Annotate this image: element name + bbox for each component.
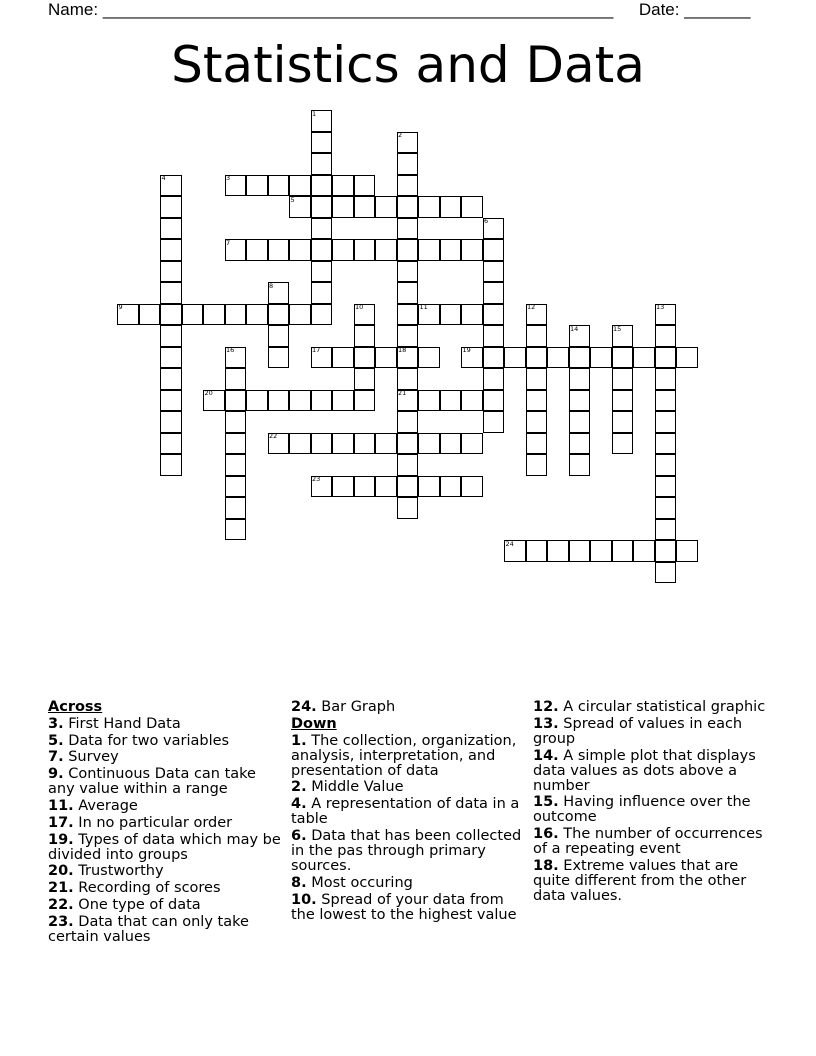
grid-cell[interactable] bbox=[354, 325, 376, 347]
clue-text: A representation of data in a table bbox=[291, 796, 520, 828]
grid-cell[interactable] bbox=[483, 282, 505, 304]
down-heading: Down bbox=[291, 715, 337, 732]
grid-cell[interactable] bbox=[461, 196, 483, 218]
grid-cell[interactable] bbox=[332, 433, 354, 455]
grid-cell[interactable] bbox=[332, 390, 354, 412]
clue-text: Middle Value bbox=[311, 779, 404, 796]
cell-number: 18 bbox=[398, 346, 407, 354]
cell-number: 2 bbox=[398, 131, 403, 139]
down-clue bbox=[291, 797, 523, 827]
grid-cell[interactable] bbox=[160, 261, 182, 283]
grid-cell[interactable] bbox=[569, 454, 591, 476]
clue-text: A circular statistical graphic bbox=[563, 699, 766, 715]
grid-cell[interactable] bbox=[526, 454, 548, 476]
clue-number: 22. bbox=[48, 896, 74, 913]
clue-number: 2. bbox=[291, 779, 307, 796]
cell-number: 8 bbox=[269, 281, 274, 290]
grid-cell[interactable] bbox=[397, 175, 419, 197]
clue-text: Having influence over the outcome bbox=[533, 794, 751, 826]
clues-column-3 bbox=[533, 700, 773, 906]
grid-cell[interactable] bbox=[569, 390, 591, 412]
grid-cell[interactable] bbox=[354, 347, 376, 369]
clue-number: 6. bbox=[291, 827, 307, 844]
clue-number: 17. bbox=[48, 814, 74, 831]
grid-cell[interactable] bbox=[418, 196, 440, 218]
grid-cell[interactable] bbox=[160, 368, 182, 390]
grid-cell[interactable] bbox=[354, 476, 376, 498]
grid-cell[interactable] bbox=[332, 239, 354, 261]
cell-number: 1 bbox=[312, 109, 317, 118]
down-clue bbox=[533, 859, 773, 904]
cell-number: 10 bbox=[355, 303, 364, 311]
grid-cell[interactable] bbox=[160, 239, 182, 261]
clue-text: Extreme values that are quite different from the other data values. bbox=[533, 857, 747, 904]
grid-cell[interactable] bbox=[311, 153, 333, 175]
across-clue bbox=[48, 833, 283, 863]
down-clue bbox=[533, 700, 773, 715]
clue-text: Trustworthy bbox=[78, 863, 164, 880]
grid-cell[interactable] bbox=[311, 196, 333, 218]
grid-cell[interactable] bbox=[160, 282, 182, 304]
grid-cell[interactable] bbox=[203, 304, 225, 326]
grid-cell[interactable] bbox=[139, 304, 161, 326]
cell-number: 7 bbox=[226, 238, 231, 247]
grid-cell[interactable] bbox=[526, 411, 548, 433]
grid-cell[interactable] bbox=[225, 304, 247, 326]
grid-cell[interactable] bbox=[612, 390, 634, 412]
cell-number: 9 bbox=[118, 303, 123, 311]
cell-number: 23 bbox=[312, 475, 321, 483]
clue-text: Most occuring bbox=[311, 874, 413, 891]
grid-cell[interactable] bbox=[225, 497, 247, 519]
grid-cell[interactable] bbox=[633, 347, 655, 369]
grid-cell[interactable] bbox=[289, 175, 311, 197]
cell-number: 22 bbox=[269, 432, 278, 440]
grid-cell[interactable] bbox=[526, 368, 548, 390]
clue-text: Data that has been collected in the pas through primary sources. bbox=[291, 827, 522, 874]
grid-cell[interactable] bbox=[461, 390, 483, 412]
date-line[interactable]: _______ bbox=[684, 0, 751, 19]
grid-cell[interactable] bbox=[569, 368, 591, 390]
grid-cell[interactable] bbox=[289, 390, 311, 412]
clue-number: 20. bbox=[48, 863, 74, 880]
grid-cell[interactable] bbox=[526, 325, 548, 347]
grid-cell[interactable] bbox=[397, 218, 419, 240]
clue-text: Bar Graph bbox=[321, 699, 396, 715]
grid-cell[interactable] bbox=[440, 390, 462, 412]
grid-cell[interactable] bbox=[354, 239, 376, 261]
clue-text: Spread of values in each group bbox=[533, 715, 743, 747]
grid-cell[interactable] bbox=[354, 368, 376, 390]
grid-cell[interactable] bbox=[655, 433, 677, 455]
across-clue bbox=[48, 816, 283, 831]
across-clue bbox=[48, 767, 283, 797]
clue-number: 7. bbox=[48, 749, 64, 766]
cell-number: 6 bbox=[484, 217, 489, 225]
name-line[interactable]: ______________________________________________________ bbox=[102, 0, 614, 19]
grid-cell[interactable] bbox=[160, 347, 182, 369]
grid-cell[interactable] bbox=[440, 239, 462, 261]
grid-cell[interactable] bbox=[440, 433, 462, 455]
grid-cell[interactable] bbox=[160, 454, 182, 476]
grid-cell[interactable] bbox=[289, 239, 311, 261]
clue-text: Average bbox=[78, 797, 138, 814]
grid-cell[interactable] bbox=[268, 239, 290, 261]
grid-cell[interactable] bbox=[311, 218, 333, 240]
grid-cell[interactable] bbox=[655, 368, 677, 390]
grid-cell[interactable] bbox=[655, 519, 677, 541]
cell-number: 24 bbox=[505, 539, 514, 548]
grid-cell[interactable] bbox=[160, 196, 182, 218]
grid-cell[interactable] bbox=[676, 540, 698, 562]
grid-cell[interactable] bbox=[397, 476, 419, 498]
grid-cell[interactable] bbox=[375, 476, 397, 498]
grid-cell[interactable] bbox=[160, 325, 182, 347]
clue-number: 4. bbox=[291, 796, 307, 813]
down-clue bbox=[533, 717, 773, 747]
clue-number: 23. bbox=[48, 913, 74, 930]
grid-cell[interactable] bbox=[440, 196, 462, 218]
grid-cell[interactable] bbox=[397, 325, 419, 347]
grid-cell[interactable] bbox=[397, 261, 419, 283]
grid-cell[interactable] bbox=[440, 304, 462, 326]
grid-cell[interactable] bbox=[289, 433, 311, 455]
clue-text: Data for two variables bbox=[68, 732, 230, 749]
grid-cell[interactable] bbox=[483, 347, 505, 369]
cell-number: 4 bbox=[161, 174, 166, 182]
across-clue bbox=[48, 734, 283, 749]
grid-cell[interactable] bbox=[590, 347, 612, 369]
grid-cell[interactable] bbox=[332, 347, 354, 369]
grid-cell[interactable] bbox=[246, 239, 268, 261]
cell-number: 13 bbox=[656, 303, 665, 311]
grid-cell[interactable] bbox=[182, 304, 204, 326]
clue-text: Survey bbox=[68, 749, 119, 766]
clue-number: 9. bbox=[48, 766, 64, 783]
grid-cell[interactable] bbox=[569, 347, 591, 369]
clues-column-1 bbox=[48, 700, 283, 947]
grid-cell[interactable] bbox=[483, 239, 505, 261]
grid-cell[interactable] bbox=[289, 304, 311, 326]
grid-cell[interactable] bbox=[246, 390, 268, 412]
grid-cell[interactable] bbox=[397, 454, 419, 476]
cell-number: 3 bbox=[226, 174, 231, 182]
grid-cell[interactable] bbox=[311, 132, 333, 154]
cell-number: 5 bbox=[290, 195, 295, 204]
grid-cell[interactable] bbox=[504, 347, 526, 369]
grid-cell[interactable] bbox=[655, 411, 677, 433]
grid-cell[interactable] bbox=[311, 261, 333, 283]
clue-text: Spread of your data from the lowest to the highest value bbox=[291, 891, 517, 923]
grid-cell[interactable] bbox=[612, 411, 634, 433]
grid-cell[interactable] bbox=[633, 540, 655, 562]
grid-cell[interactable] bbox=[246, 304, 268, 326]
clue-text: One type of data bbox=[78, 896, 201, 913]
grid-cell[interactable] bbox=[655, 347, 677, 369]
grid-cell[interactable] bbox=[160, 411, 182, 433]
grid-cell[interactable] bbox=[461, 476, 483, 498]
clue-text: The collection, organization, analysis, interpretation, and presentation of data bbox=[291, 732, 517, 779]
grid-cell[interactable] bbox=[268, 390, 290, 412]
across-heading: Across bbox=[48, 699, 103, 715]
grid-cell[interactable] bbox=[225, 368, 247, 390]
clue-number: 3. bbox=[48, 715, 64, 732]
grid-cell[interactable] bbox=[354, 390, 376, 412]
grid-cell[interactable] bbox=[311, 282, 333, 304]
cell-number: 20 bbox=[204, 389, 213, 397]
cell-number: 14 bbox=[570, 324, 579, 333]
cell-number: 17 bbox=[312, 346, 321, 354]
grid-cell[interactable] bbox=[311, 304, 333, 326]
clue-text: Recording of scores bbox=[78, 880, 221, 897]
clue-text: In no particular order bbox=[78, 814, 233, 831]
grid-cell[interactable] bbox=[655, 390, 677, 412]
grid-cell[interactable] bbox=[655, 476, 677, 498]
grid-cell[interactable] bbox=[526, 540, 548, 562]
cell-number: 16 bbox=[226, 346, 235, 354]
grid-cell[interactable] bbox=[311, 239, 333, 261]
cell-number: 15 bbox=[613, 324, 622, 333]
grid-cell[interactable] bbox=[418, 433, 440, 455]
clues-column-2 bbox=[291, 700, 523, 924]
grid-cell[interactable] bbox=[225, 519, 247, 541]
grid-cell[interactable] bbox=[225, 411, 247, 433]
down-clue bbox=[291, 876, 523, 891]
grid-cell[interactable] bbox=[569, 540, 591, 562]
grid-cell[interactable] bbox=[612, 368, 634, 390]
clue-number: 5. bbox=[48, 732, 64, 749]
grid-cell[interactable] bbox=[418, 476, 440, 498]
grid-cell[interactable] bbox=[569, 433, 591, 455]
grid-cell[interactable] bbox=[311, 433, 333, 455]
grid-cell[interactable] bbox=[375, 196, 397, 218]
grid-cell[interactable] bbox=[483, 325, 505, 347]
grid-cell[interactable] bbox=[590, 540, 612, 562]
grid-cell[interactable] bbox=[483, 411, 505, 433]
clue-number: 15. bbox=[533, 794, 559, 811]
across-clue bbox=[48, 898, 283, 913]
grid-cell[interactable] bbox=[483, 368, 505, 390]
clue-number: 1. bbox=[291, 732, 307, 749]
clue-number: 8. bbox=[291, 874, 307, 891]
grid-cell[interactable] bbox=[354, 175, 376, 197]
grid-cell[interactable] bbox=[461, 304, 483, 326]
grid-cell[interactable] bbox=[461, 433, 483, 455]
clue-text: First Hand Data bbox=[68, 715, 181, 732]
page-title: Statistics and Data bbox=[171, 36, 645, 94]
grid-cell[interactable] bbox=[461, 239, 483, 261]
grid-cell[interactable] bbox=[440, 476, 462, 498]
grid-cell[interactable] bbox=[397, 239, 419, 261]
grid-cell[interactable] bbox=[268, 325, 290, 347]
grid-cell[interactable] bbox=[676, 347, 698, 369]
clue-text: A simple plot that displays data values as dots above a number bbox=[533, 747, 756, 794]
grid-cell[interactable] bbox=[332, 196, 354, 218]
grid-cell[interactable] bbox=[397, 196, 419, 218]
cell-number: 11 bbox=[419, 303, 428, 311]
grid-cell[interactable] bbox=[397, 368, 419, 390]
grid-cell[interactable] bbox=[397, 497, 419, 519]
clue-text: Data that can only take certain values bbox=[48, 913, 249, 945]
grid-cell[interactable] bbox=[375, 347, 397, 369]
grid-cell[interactable] bbox=[547, 347, 569, 369]
clue-number: 18. bbox=[533, 857, 559, 874]
grid-cell[interactable] bbox=[225, 390, 247, 412]
across-clue bbox=[48, 881, 283, 896]
down-clue bbox=[291, 780, 523, 795]
grid-cell[interactable] bbox=[612, 433, 634, 455]
clue-number: 24. bbox=[291, 699, 317, 715]
clue-number: 12. bbox=[533, 699, 559, 715]
grid-cell[interactable] bbox=[526, 390, 548, 412]
grid-cell[interactable] bbox=[160, 390, 182, 412]
across-clue bbox=[48, 717, 283, 732]
clue-number: 10. bbox=[291, 891, 317, 908]
grid-cell[interactable] bbox=[483, 304, 505, 326]
date-label: Date: bbox=[638, 0, 680, 19]
grid-cell[interactable] bbox=[483, 390, 505, 412]
grid-cell[interactable] bbox=[483, 261, 505, 283]
grid-cell[interactable] bbox=[268, 175, 290, 197]
across-clue bbox=[48, 915, 283, 945]
grid-cell[interactable] bbox=[655, 325, 677, 347]
across-clue bbox=[291, 700, 523, 715]
grid-cell[interactable] bbox=[418, 239, 440, 261]
grid-cell[interactable] bbox=[418, 390, 440, 412]
down-clue bbox=[291, 734, 523, 779]
grid-cell[interactable] bbox=[225, 454, 247, 476]
cell-number: 21 bbox=[398, 389, 407, 397]
grid-cell[interactable] bbox=[526, 433, 548, 455]
grid-cell[interactable] bbox=[655, 540, 677, 562]
grid-cell[interactable] bbox=[375, 239, 397, 261]
down-clue bbox=[533, 827, 773, 857]
down-clue bbox=[291, 893, 523, 923]
grid-cell[interactable] bbox=[655, 454, 677, 476]
grid-cell[interactable] bbox=[397, 411, 419, 433]
grid-cell[interactable] bbox=[655, 562, 677, 584]
grid-cell[interactable] bbox=[332, 175, 354, 197]
grid-cell[interactable] bbox=[418, 347, 440, 369]
across-clue bbox=[48, 864, 283, 879]
grid-cell[interactable] bbox=[375, 433, 397, 455]
across-clue bbox=[48, 799, 283, 814]
grid-cell[interactable] bbox=[332, 476, 354, 498]
clue-text: Types of data which may be divided into groups bbox=[48, 831, 281, 863]
down-clue bbox=[533, 749, 773, 794]
grid-cell[interactable] bbox=[526, 347, 548, 369]
clue-number: 21. bbox=[48, 880, 74, 897]
grid-cell[interactable] bbox=[397, 433, 419, 455]
grid-cell[interactable] bbox=[268, 304, 290, 326]
clue-number: 11. bbox=[48, 797, 74, 814]
grid-cell[interactable] bbox=[612, 540, 634, 562]
cell-number: 12 bbox=[527, 303, 536, 311]
name-label: Name: bbox=[48, 0, 99, 19]
grid-cell[interactable] bbox=[225, 476, 247, 498]
grid-cell[interactable] bbox=[569, 411, 591, 433]
clue-number: 13. bbox=[533, 715, 559, 732]
down-clue bbox=[291, 829, 523, 874]
grid-cell[interactable] bbox=[547, 540, 569, 562]
grid-cell[interactable] bbox=[655, 497, 677, 519]
cell-number: 19 bbox=[462, 346, 471, 354]
grid-cell[interactable] bbox=[246, 175, 268, 197]
grid-cell[interactable] bbox=[354, 433, 376, 455]
grid-cell[interactable] bbox=[354, 196, 376, 218]
grid-cell[interactable] bbox=[160, 433, 182, 455]
grid-cell[interactable] bbox=[160, 304, 182, 326]
clue-number: 14. bbox=[533, 747, 559, 764]
grid-cell[interactable] bbox=[268, 347, 290, 369]
grid-cell[interactable] bbox=[397, 282, 419, 304]
grid-cell[interactable] bbox=[311, 390, 333, 412]
clue-number: 16. bbox=[533, 826, 559, 843]
clue-number: 19. bbox=[48, 831, 74, 848]
grid-cell[interactable] bbox=[397, 304, 419, 326]
grid-cell[interactable] bbox=[225, 433, 247, 455]
clue-text: The number of occurrences of a repeating event bbox=[533, 826, 763, 858]
grid-cell[interactable] bbox=[160, 218, 182, 240]
across-clue bbox=[48, 750, 283, 765]
down-clue bbox=[533, 795, 773, 825]
clue-text: Continuous Data can take any value within a range bbox=[48, 766, 256, 798]
grid-cell[interactable] bbox=[612, 347, 634, 369]
grid-cell[interactable] bbox=[397, 153, 419, 175]
grid-cell[interactable] bbox=[311, 175, 333, 197]
